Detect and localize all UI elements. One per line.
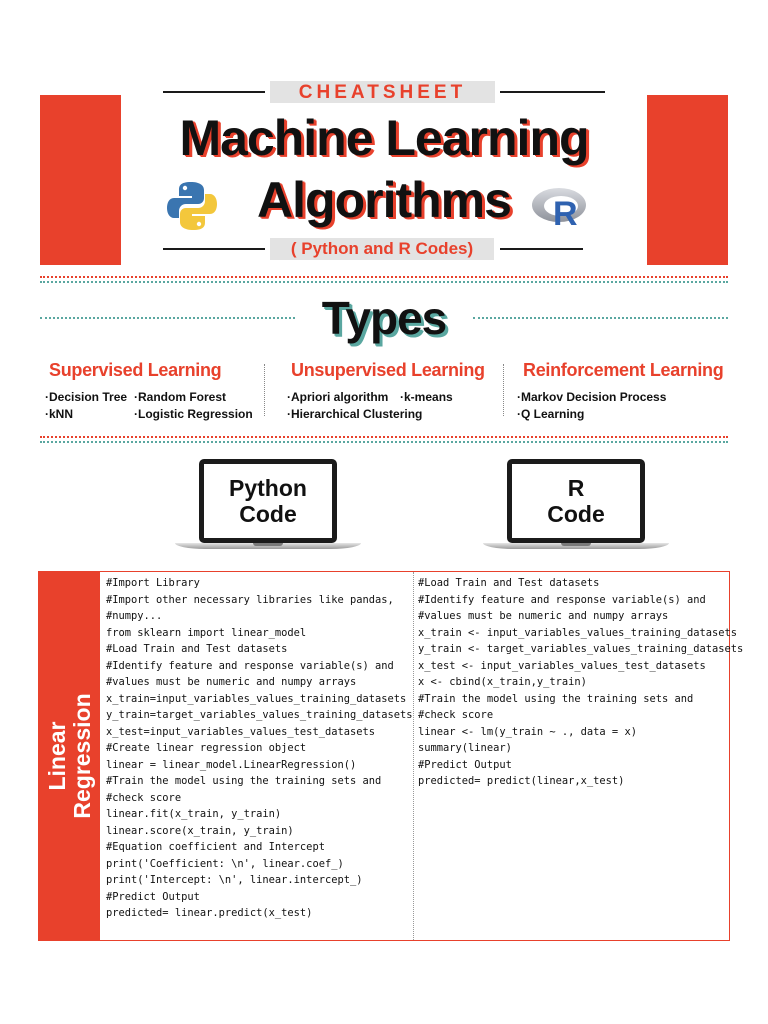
code-line: from sklearn import linear_model — [106, 626, 307, 639]
code-line: #Train the model using the training sets and — [106, 775, 382, 787]
code-column-divider — [413, 572, 414, 940]
python-laptop-screen — [199, 459, 337, 543]
code-line: #Import other necessary libraries like pandas, — [106, 593, 394, 606]
code-line: predicted= predict(linear,x_test) — [418, 775, 625, 787]
code-line: print('Coefficient: \n', linear.coef_) — [106, 857, 344, 870]
r-code-block — [418, 575, 743, 790]
python-laptop-line1: Python — [229, 475, 307, 501]
code-line: #values must be numeric and numpy arrays — [106, 676, 357, 688]
title-line-1: Machine Learning — [179, 110, 589, 166]
code-line: print('Intercept: \n', linear.intercept_) — [106, 874, 363, 886]
linear-regression-label-bar — [39, 572, 100, 940]
python-logo-icon — [166, 180, 218, 232]
code-line: #Identify feature and response variable(s) and — [106, 659, 394, 672]
cheatsheet-badge: CHEATSHEET — [270, 81, 495, 103]
reinforcement-item: ·Q Learning — [517, 407, 585, 421]
code-line: #Load Train and Test datasets — [106, 643, 288, 655]
code-line: #Create linear regression object — [106, 742, 307, 754]
python-code-block — [106, 575, 413, 922]
python-laptop-line2: Code — [239, 501, 297, 527]
code-line: linear.score(x_train, y_train) — [106, 824, 294, 837]
code-line: #Identify feature and response variable(s) and — [418, 593, 706, 606]
code-line: linear <- lm(y_train ~ ., data = x) — [418, 725, 637, 738]
unsupervised-heading: Unsupervised Learning — [291, 360, 485, 380]
supervised-column — [49, 358, 221, 382]
r-logo-icon — [531, 185, 591, 229]
divider-teal-1 — [40, 281, 728, 283]
r-laptop-notch — [561, 543, 591, 546]
unsupervised-item: ·Hierarchical Clustering — [287, 407, 423, 421]
code-line: #Load Train and Test datasets — [418, 577, 600, 589]
rule-top-left — [163, 91, 265, 93]
code-line: x_test <- input_variables_values_test_datasets — [418, 659, 706, 672]
rule-bottom-right — [500, 248, 583, 250]
supervised-item: ·kNN — [45, 407, 74, 421]
unsupervised-item: ·Apriori algorithm — [287, 390, 389, 404]
r-laptop-screen — [507, 459, 645, 543]
code-line: #check score — [106, 791, 182, 804]
python-laptop-notch — [253, 543, 283, 546]
linear-regression-label: Linear Regression — [43, 693, 95, 819]
code-line: linear.fit(x_train, y_train) — [106, 808, 282, 820]
code-line: #Predict Output — [418, 758, 512, 771]
code-line: #values must be numeric and numpy arrays — [418, 610, 669, 622]
title-line-2: Algorithms — [257, 172, 511, 228]
types-title: Types — [321, 292, 447, 344]
types-separator-2 — [503, 364, 504, 416]
reinforcement-heading: Reinforcement Learning — [523, 360, 724, 380]
code-line: y_train <- target_variables_values_training_datasets — [418, 643, 744, 655]
code-line: x <- cbind(x_train,y_train) — [418, 676, 587, 688]
supervised-item: ·Logistic Regression — [134, 407, 253, 421]
supervised-item: ·Random Forest — [134, 390, 227, 404]
code-line: #Predict Output — [106, 890, 200, 903]
r-logo-letter: R — [553, 195, 578, 229]
r-laptop-line2: Code — [547, 501, 605, 527]
code-line: x_train <- input_variables_values_training_datasets — [418, 626, 738, 639]
divider-red-2 — [40, 436, 728, 438]
rule-bottom-left — [163, 248, 265, 250]
rule-top-right — [500, 91, 605, 93]
code-line: #numpy... — [106, 610, 163, 622]
divider-red-1 — [40, 276, 728, 278]
unsupervised-column — [291, 358, 485, 382]
types-separator-1 — [264, 364, 265, 416]
unsupervised-item: ·k-means — [400, 390, 453, 404]
supervised-item: ·Decision Tree — [45, 390, 128, 404]
linear-regression-section — [38, 571, 744, 941]
code-line: y_train=target_variables_values_training_datasets — [106, 709, 413, 721]
right-red-block — [647, 95, 728, 265]
code-line: #Import Library — [106, 577, 200, 589]
code-line: linear = linear_model.LinearRegression() — [106, 758, 357, 771]
code-line: summary(linear) — [418, 742, 512, 754]
code-line: x_train=input_variables_values_training_datasets — [106, 692, 407, 705]
divider-teal-2 — [40, 441, 728, 443]
code-line: x_test=input_variables_values_test_datasets — [106, 725, 375, 738]
r-laptop-line1: R — [567, 475, 585, 501]
left-red-block — [40, 95, 121, 265]
types-rule-left — [40, 317, 295, 319]
supervised-heading: Supervised Learning — [49, 360, 222, 380]
subtitle-badge: ( Python and R Codes) — [270, 238, 494, 260]
code-line: #Equation coefficient and Intercept — [106, 841, 325, 853]
types-rule-right — [473, 317, 728, 319]
code-line: #check score — [418, 709, 494, 721]
reinforcement-column — [523, 358, 723, 382]
code-line: #Train the model using the training sets and — [418, 692, 694, 705]
code-line: predicted= linear.predict(x_test) — [106, 907, 313, 919]
reinforcement-item: ·Markov Decision Process — [517, 390, 667, 404]
